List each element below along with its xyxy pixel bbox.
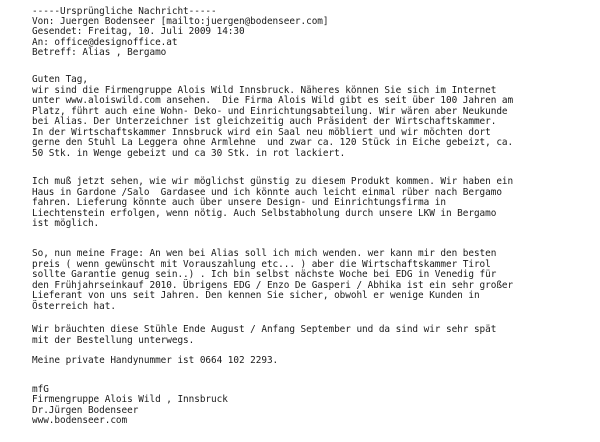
- closing: mfG: [32, 384, 49, 395]
- paragraph-2-line: ist möglich.: [32, 218, 100, 229]
- paragraph-1-line: In der Wirtschaftskammer Innsbruck wird ein Saal neu möbliert und wir möchten dort: [32, 127, 491, 138]
- paragraph-1-line: bei Alias. Der Unterzeichner ist gleichzeitig auch Präsident der Wirtschaftskammer.: [32, 116, 497, 127]
- phone-number-line: Meine private Handynummer ist 0664 102 2293.: [32, 355, 279, 366]
- sent-line: Gesendet: Freitag, 10. Juli 2009 14:30: [32, 26, 245, 37]
- paragraph-3-line: den Frühjahrseinkauf 2010. Übrigens EDG / Enzo De Gasperi / Abhika ist ein sehr großer: [32, 280, 514, 291]
- paragraph-3-line: Lieferant von uns seit Jahren. Den kennen Sie sicher, obwohl er wenige Kunden in: [32, 290, 480, 301]
- paragraph-3-line: Österreich hat.: [32, 301, 116, 312]
- subject-line: Betreff: Alias , Bergamo: [32, 47, 167, 58]
- paragraph-3-line: So, nun meine Frage: An wen bei Alias soll ich mich wenden. wer kann mir den besten: [32, 248, 497, 259]
- paragraph-1-line: wir sind die Firmengruppe Alois Wild Innsbruck. Näheres können Sie sich im Internet: [32, 85, 497, 96]
- original-message-separator: -----Ursprüngliche Nachricht-----: [32, 6, 217, 17]
- paragraph-1-line: 50 Stk. in Wenge gebeizt und ca 30 Stk. in rot lackiert.: [32, 148, 346, 159]
- paragraph-3-line: sollte Garantie genug sein..) . Ich bin selbst nächste Woche bei EDG in Venedig für: [32, 269, 497, 280]
- greeting: Guten Tag,: [32, 74, 88, 85]
- paragraph-2-line: Haus in Gardone /Salo Gardasee und ich könnte auch leicht einmal rüber nach Bergamo: [32, 187, 502, 198]
- paragraph-1-line: gerne den Stuhl La Leggera ohne Armlehne und zwar ca. 120 Stück in Eiche gebeizt, ca.: [32, 137, 514, 148]
- paragraph-4-line: Wir bräuchten diese Stühle Ende August / Anfang September und da sind wir sehr spät: [32, 324, 497, 335]
- signature-website-link[interactable]: www.bodenseer.com: [32, 415, 128, 426]
- paragraph-3-line: preis ( wenn gewünscht mit Vorauszahlung etc... ) aber die Wirtschaftskammer Tirol: [32, 259, 491, 270]
- to-line: An: office@designoffice.at: [32, 37, 178, 48]
- paragraph-2-line: fahren. Lieferung könnte auch über unsere Design- und Einrichtungsfirma in: [32, 197, 446, 208]
- signature-company: Firmengruppe Alois Wild , Innsbruck: [32, 394, 228, 405]
- signature-name: Dr.Jürgen Bodenseer: [32, 405, 139, 416]
- paragraph-2-line: Ich muß jetzt sehen, wie wir möglichst günstig zu diesem Produkt kommen. Wir haben ein: [32, 176, 514, 187]
- paragraph-2-line: Liechtenstein erfolgen, wenn nötig. Auch Selbstabholung durch unsere LKW in Bergamo: [32, 208, 497, 219]
- paragraph-1-line: unter www.aloiswild.com ansehen. Die Firma Alois Wild gibt es seit über 100 Jahren am: [32, 95, 514, 106]
- from-line: Von: Juergen Bodenseer [mailto:juergen@bodenseer.com]: [32, 16, 329, 27]
- paragraph-1-line: Platz, führt auch eine Wohn- Deko- und Einrichtungsabteilung. Wir wären aber Neukunde: [32, 106, 508, 117]
- paragraph-4-line: mit der Bestellung unterwegs.: [32, 335, 195, 346]
